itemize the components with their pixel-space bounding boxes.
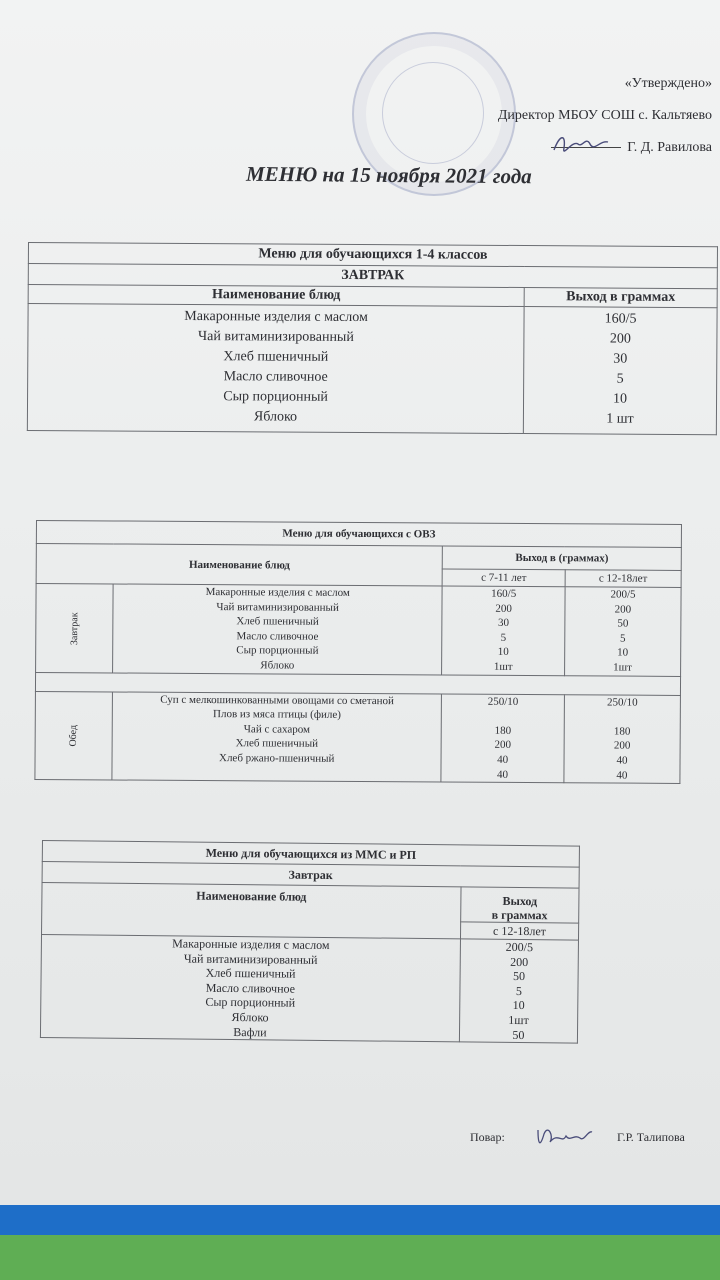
page-title: МЕНЮ на 15 ноября 2021 года bbox=[245, 161, 532, 189]
dish-list bbox=[27, 304, 524, 434]
breakfast-yield-12-18 bbox=[564, 587, 681, 676]
list-item: Чай витаминизированный bbox=[198, 329, 354, 345]
list-item: Чай с сахаром bbox=[243, 723, 311, 736]
list-item: 5 bbox=[616, 371, 624, 387]
column-header-name: Наименование блюд bbox=[28, 285, 524, 307]
approved-label: «Утверждено» bbox=[624, 76, 712, 91]
background-strip-blue bbox=[0, 1205, 720, 1235]
cook-label: Повар: bbox=[470, 1130, 505, 1144]
list-item: 200 bbox=[510, 954, 529, 969]
list-item: 200 bbox=[613, 739, 631, 752]
meal-label: ЗАВТРАК bbox=[28, 264, 717, 289]
list-item: Яблоко bbox=[253, 409, 298, 425]
list-item: Чай витаминизированный bbox=[183, 951, 318, 967]
list-item: 5 bbox=[500, 631, 507, 644]
list-item: 250/10 bbox=[607, 696, 638, 709]
list-item: 30 bbox=[613, 351, 628, 367]
cook-name: Г.Р. Талипова bbox=[617, 1130, 685, 1144]
list-item: Сыр порционный bbox=[236, 644, 319, 658]
list-item: Макаронные изделия с маслом bbox=[205, 586, 350, 599]
director-name: Г. Д. Равилова bbox=[627, 140, 712, 155]
list-item: 200/5 bbox=[505, 939, 534, 955]
list-item: 200 bbox=[495, 602, 512, 615]
breakfast-label: Завтрак bbox=[36, 584, 114, 673]
column-header-yield: Выход в граммах bbox=[461, 887, 580, 923]
cook-signature-icon bbox=[532, 1122, 594, 1152]
list-item: Яблоко bbox=[231, 1009, 269, 1025]
lunch-yield-12-18 bbox=[564, 694, 681, 783]
list-item: 1шт bbox=[508, 1012, 529, 1028]
column-header-age-7-11: с 7-11 лет bbox=[442, 569, 565, 587]
list-item: Хлеб ржано-пшеничный bbox=[218, 752, 335, 765]
background-strip-green bbox=[0, 1235, 720, 1280]
list-item: Масло сливочное bbox=[236, 630, 319, 643]
column-header-name: Наименование блюд bbox=[36, 544, 443, 586]
list-item: 160/5 bbox=[604, 311, 637, 327]
list-item: Масло сливочное bbox=[223, 369, 328, 385]
list-item: Хлеб пшеничный bbox=[223, 349, 329, 365]
lunch-dishes bbox=[112, 692, 442, 783]
breakfast-dishes bbox=[113, 584, 443, 675]
list-item: 200 bbox=[609, 331, 631, 347]
list-item: 50 bbox=[512, 1027, 525, 1042]
list-item: Хлеб пшеничный bbox=[236, 615, 319, 628]
list-item: 50 bbox=[617, 617, 629, 630]
director-position: Директор МБОУ СОШ с. Кальтяево bbox=[497, 108, 712, 123]
list-item: 5 bbox=[619, 632, 626, 645]
list-item: Хлеб пшеничный bbox=[235, 737, 319, 751]
list-item: 180 bbox=[613, 725, 631, 738]
list-item: 160/5 bbox=[491, 587, 517, 600]
column-header-name: Наименование блюд bbox=[42, 883, 461, 939]
list-item: 5 bbox=[515, 983, 522, 998]
list-item: Сыр порционный bbox=[205, 995, 296, 1011]
menu-table-grades-1-4 bbox=[27, 242, 718, 435]
list-item: 10 bbox=[617, 646, 629, 659]
list-item: Макаронные изделия с маслом bbox=[184, 308, 368, 326]
lunch-label: Обед bbox=[35, 691, 113, 780]
list-item: 10 bbox=[613, 391, 628, 407]
list-item: 180 bbox=[494, 724, 512, 737]
director-signature-icon bbox=[550, 130, 612, 160]
list-item: Вафли bbox=[233, 1024, 267, 1039]
column-header-yield: Выход в (граммах) bbox=[443, 546, 682, 570]
list-item: 10 bbox=[497, 646, 509, 659]
table-caption: Меню для обучающихся с ОВЗ bbox=[36, 521, 681, 548]
list-item: 40 bbox=[497, 768, 509, 781]
column-header-yield: Выход в граммах bbox=[524, 288, 717, 308]
yield-list bbox=[523, 307, 717, 435]
list-item: 40 bbox=[616, 769, 628, 782]
list-item: 50 bbox=[512, 969, 526, 984]
list-item: Макаронные изделия с маслом bbox=[172, 936, 330, 953]
list-item: Чай витаминизированный bbox=[216, 600, 339, 614]
list-item: 250/10 bbox=[487, 695, 519, 708]
column-header-age-12-18: с 12-18лет bbox=[565, 570, 681, 588]
list-item: 1шт bbox=[613, 661, 632, 674]
list-item: Сыр порционный bbox=[223, 389, 328, 405]
list-item: 1 шт bbox=[606, 411, 634, 427]
list-item: 30 bbox=[497, 617, 510, 630]
list-item: 40 bbox=[497, 753, 509, 766]
list-item: Масло сливочное bbox=[205, 980, 296, 996]
list-item: Хлеб пшеничный bbox=[205, 965, 296, 981]
list-item: Суп с мелкошинкованными овощами со сметаной bbox=[160, 693, 394, 707]
meal-label: Завтрак bbox=[42, 862, 579, 889]
list-item: 200 bbox=[494, 739, 512, 752]
list-item: Плов из мяса птицы (филе) bbox=[213, 708, 341, 722]
lunch-yield-7-11 bbox=[441, 694, 564, 783]
list-item: 200 bbox=[614, 603, 632, 616]
list-item: 10 bbox=[512, 998, 525, 1013]
list-item: 200/5 bbox=[610, 588, 636, 601]
list-item: 40 bbox=[616, 754, 628, 767]
dish-list bbox=[40, 935, 460, 1043]
cook-signature-block bbox=[470, 1130, 685, 1145]
menu-table-ovz bbox=[34, 520, 682, 784]
table-caption: Меню для обучающихся 1-4 классов bbox=[28, 243, 717, 268]
breakfast-yield-7-11 bbox=[442, 586, 565, 675]
menu-table-mms-rp bbox=[40, 840, 580, 1044]
list-item: Яблоко bbox=[260, 659, 295, 672]
yield-list bbox=[459, 939, 578, 1043]
table-caption: Меню для обучающихся из ММС и РП bbox=[42, 841, 579, 868]
list-item: 1шт bbox=[493, 660, 513, 673]
column-header-age: с 12-18лет bbox=[460, 922, 578, 940]
